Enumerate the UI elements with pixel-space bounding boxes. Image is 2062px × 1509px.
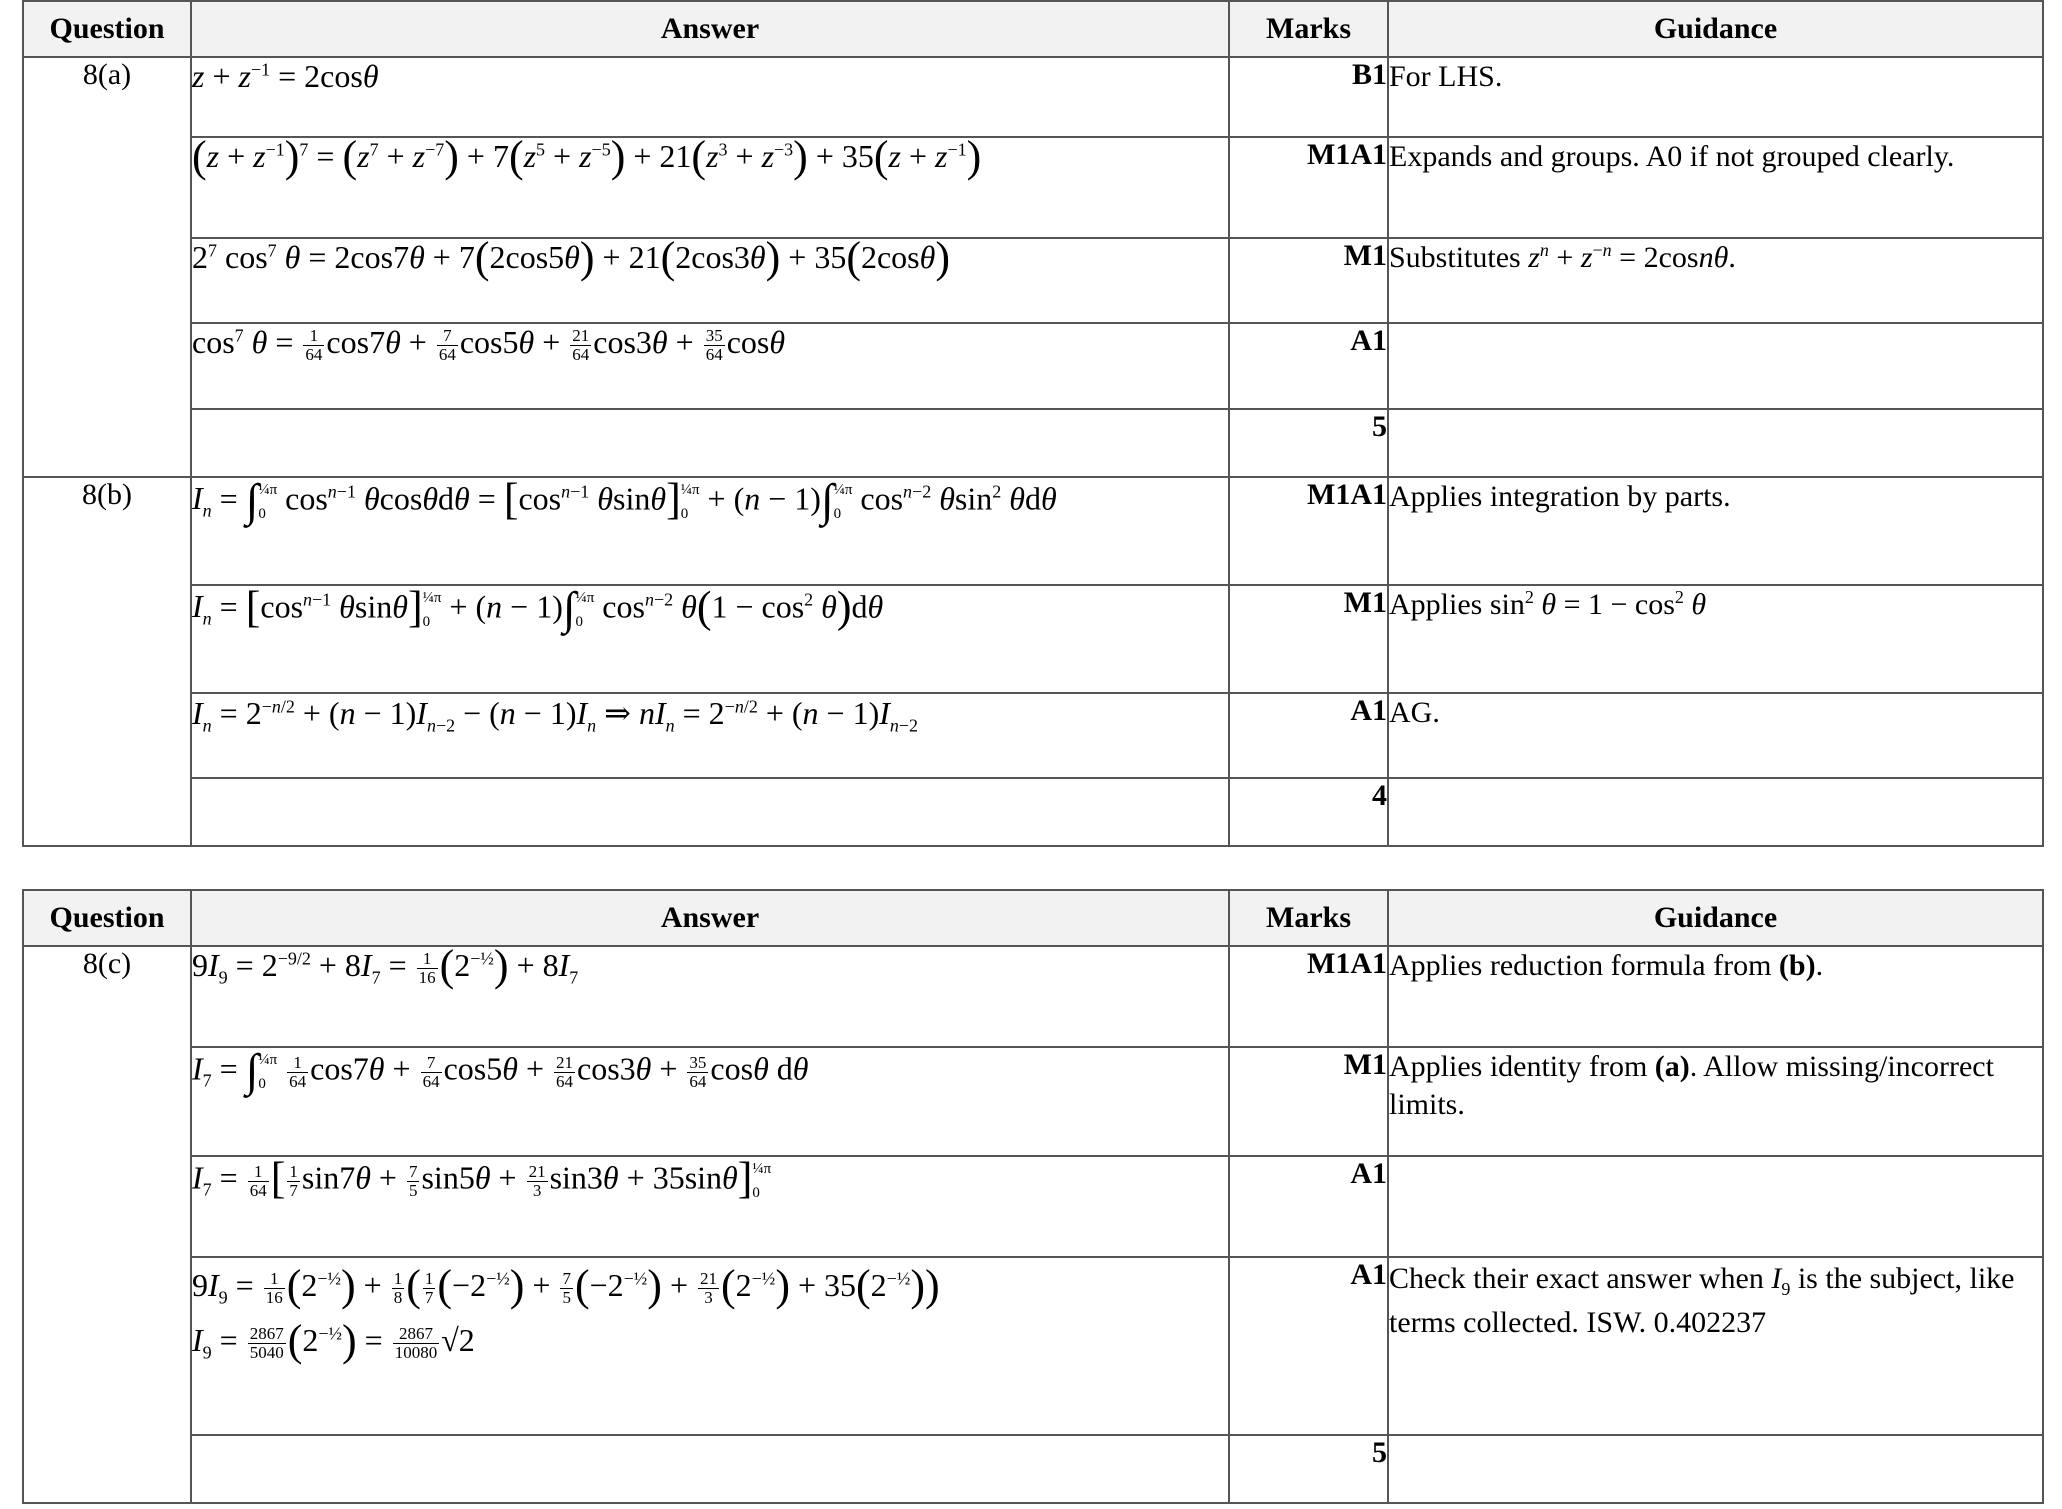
guidance-8c-1-ref: (b) <box>1778 949 1816 982</box>
marks-8c-2: M1 <box>1229 1047 1388 1156</box>
answer-8a-total <box>191 409 1229 477</box>
guidance-8a-total <box>1388 409 2043 477</box>
marks-8a-4: A1 <box>1229 323 1388 409</box>
answer-8b-3: $I_n = 2^{-n/2} + (n - 1)I_{n-2} - (n - 1)I_n$ ⇒ $nI_n = 2^{-n/2} + (n - 1)I_{n-2}$ <box>191 693 1229 778</box>
marks-8a-2: M1A1 <box>1229 137 1388 238</box>
question-label-8b: 8(b) <box>23 477 191 846</box>
header-question: Question <box>23 1 191 57</box>
guidance-8c-total <box>1388 1435 2043 1503</box>
answer-8a-4: $\cos^7 \theta$ = $\frac{1}{64}$ cos7θ + $\frac{7}{64}$ cos5θ + $\frac{21}{64}$ cos3θ + $\frac{35}{64}$ cosθ <box>191 323 1229 409</box>
guidance-8b-2: Applies $\sin^2 \theta = 1 - \cos^2 \theta$ <box>1388 585 2043 693</box>
guidance-8a-3-text: Substitutes <box>1389 241 1521 274</box>
answer-8c-2: $I_7$ = ∫ ¼π 0 $\frac{1}{64}$ cos7θ + $\frac{7}{64}$ cos5θ + $\frac{21}{64}$ cos3θ + $\frac{35}{64}$ cosθ dθ <box>191 1047 1229 1156</box>
header-answer: Answer <box>191 1 1229 57</box>
header-marks: Marks <box>1229 890 1388 946</box>
guidance-8a-4 <box>1388 323 2043 409</box>
guidance-8c-4: Check their exact answer when $I_9$ is the subject, like terms collected. ISW. 0.402237 <box>1388 1257 2043 1435</box>
marks-8b-2: M1 <box>1229 585 1388 693</box>
question-label-8c: 8(c) <box>23 946 191 1503</box>
header-question: Question <box>23 890 191 946</box>
marks-8b-1: M1A1 <box>1229 477 1388 585</box>
answer-8b-total <box>191 778 1229 846</box>
header-guidance: Guidance <box>1388 1 2043 57</box>
guidance-8c-1-prefix: Applies reduction formula from <box>1389 949 1772 982</box>
guidance-8b-2-text: Applies <box>1389 588 1483 621</box>
guidance-8c-4-prefix: Check their exact answer when <box>1389 1262 1764 1295</box>
marks-8b-total: 4 <box>1229 778 1388 846</box>
answer-8b-2: $I_n = [\cos^{n-1}$ θsinθ] ¼π 0 + (n − 1)∫ ¼π 0 $\cos^{n-2} \theta(1 - \cos^2 \theta)d\theta$ <box>191 585 1229 693</box>
marks-8a-1: B1 <box>1229 57 1388 137</box>
markscheme-table-2 <box>22 889 2044 1504</box>
guidance-8c-3 <box>1388 1156 2043 1257</box>
marks-8a-total: 5 <box>1229 409 1388 477</box>
question-label-8a: 8(a) <box>23 57 191 477</box>
answer-8c-total <box>191 1435 1229 1503</box>
marks-8b-3: A1 <box>1229 693 1388 778</box>
marks-8c-1: M1A1 <box>1229 946 1388 1047</box>
marks-8c-total: 5 <box>1229 1435 1388 1503</box>
answer-8c-3: $I_7$ = $\frac{1}{64}$ [ $\frac{1}{7}$ sin7θ + $\frac{7}{5}$ sin5θ + $\frac{21}{3}$ sin3θ + 35sinθ] ¼π 0 <box>191 1156 1229 1257</box>
guidance-8b-1: Applies integration by parts. <box>1388 477 2043 585</box>
answer-8a-2: $(z + z^{-1})^7 = (z^7 + z^{-7}) + 7(z^5 + z^{-5}) + 21(z^3 + z^{-3}) + 35(z + z^{-1})$ <box>191 137 1229 238</box>
header-marks: Marks <box>1229 1 1388 57</box>
guidance-8b-3: AG. <box>1388 693 2043 778</box>
marks-8c-4: A1 <box>1229 1257 1388 1435</box>
header-answer: Answer <box>191 890 1229 946</box>
marks-8c-3: A1 <box>1229 1156 1388 1257</box>
guidance-8c-4-suffix: is the subject, like terms collected. ISW. 0.402237 <box>1389 1262 2015 1340</box>
header-guidance: Guidance <box>1388 890 2043 946</box>
guidance-8c-1-suffix: . <box>1815 949 1824 982</box>
markscheme-table-1 <box>22 0 2044 847</box>
answer-8a-3: $2^7$ $\cos^7 \theta = 2\cos 7\theta + 7(2\cos 5\theta) + 21(2\cos 3\theta) + 35(2\cos\theta)$ <box>191 238 1229 323</box>
guidance-8b-total <box>1388 778 2043 846</box>
guidance-8c-1 <box>1388 946 2043 1047</box>
answer-8a-1: $z + z^{-1} = 2\cos\theta$ <box>191 57 1229 137</box>
guidance-8a-3: Substitutes $z^n + z^{-n} = 2\cos n\theta$. <box>1388 238 2043 323</box>
guidance-8a-2: Expands and groups. A0 if not grouped clearly. <box>1388 137 2043 238</box>
guidance-8a-1: For LHS. <box>1388 57 2043 137</box>
guidance-8c-2-prefix: Applies identity from <box>1389 1050 1648 1083</box>
answer-8c-4: $9I_9$ = $\frac{1}{16}$ $(2^{-\frac{1}{2}})$ + $\frac{1}{8}$ ( $\frac{1}{7}$ $(-2^{-\frac{1}{2}})$ + $\frac{7}{5}$ $(-2^{-\frac{1}{2}})$ + $\frac{21}{3}$ $(2^{-\frac{1}{2}}) + 35(2^{-\frac{1}{2}})$) $I_9$ = $\frac{2867}{5040}$ $(2^{-\frac{1}{2}})$ = $\frac{2867}{10080}$ √2 <box>191 1257 1229 1435</box>
marks-8a-3: M1 <box>1229 238 1388 323</box>
answer-8b-1: $I_n$ = ∫ ¼π 0 $\cos^{n-1} \theta\cos\theta d\theta = [\cos^{n-1}$ θsinθ] ¼π 0 + (n − 1)∫ ¼π 0 $\cos^{n-2} \theta\sin^2$ θdθ <box>191 477 1229 585</box>
guidance-8c-2-suffix: . Allow missing/incorrect limits. <box>1389 1050 1994 1121</box>
guidance-8c-2-ref: (a) <box>1654 1050 1690 1083</box>
answer-8c-1: $9I_9 = 2^{-9/2} + 8I_7$ = $\frac{1}{16}$ $(2^{-\frac{1}{2}}) + 8I_7$ <box>191 946 1229 1047</box>
guidance-8c-2 <box>1388 1047 2043 1156</box>
